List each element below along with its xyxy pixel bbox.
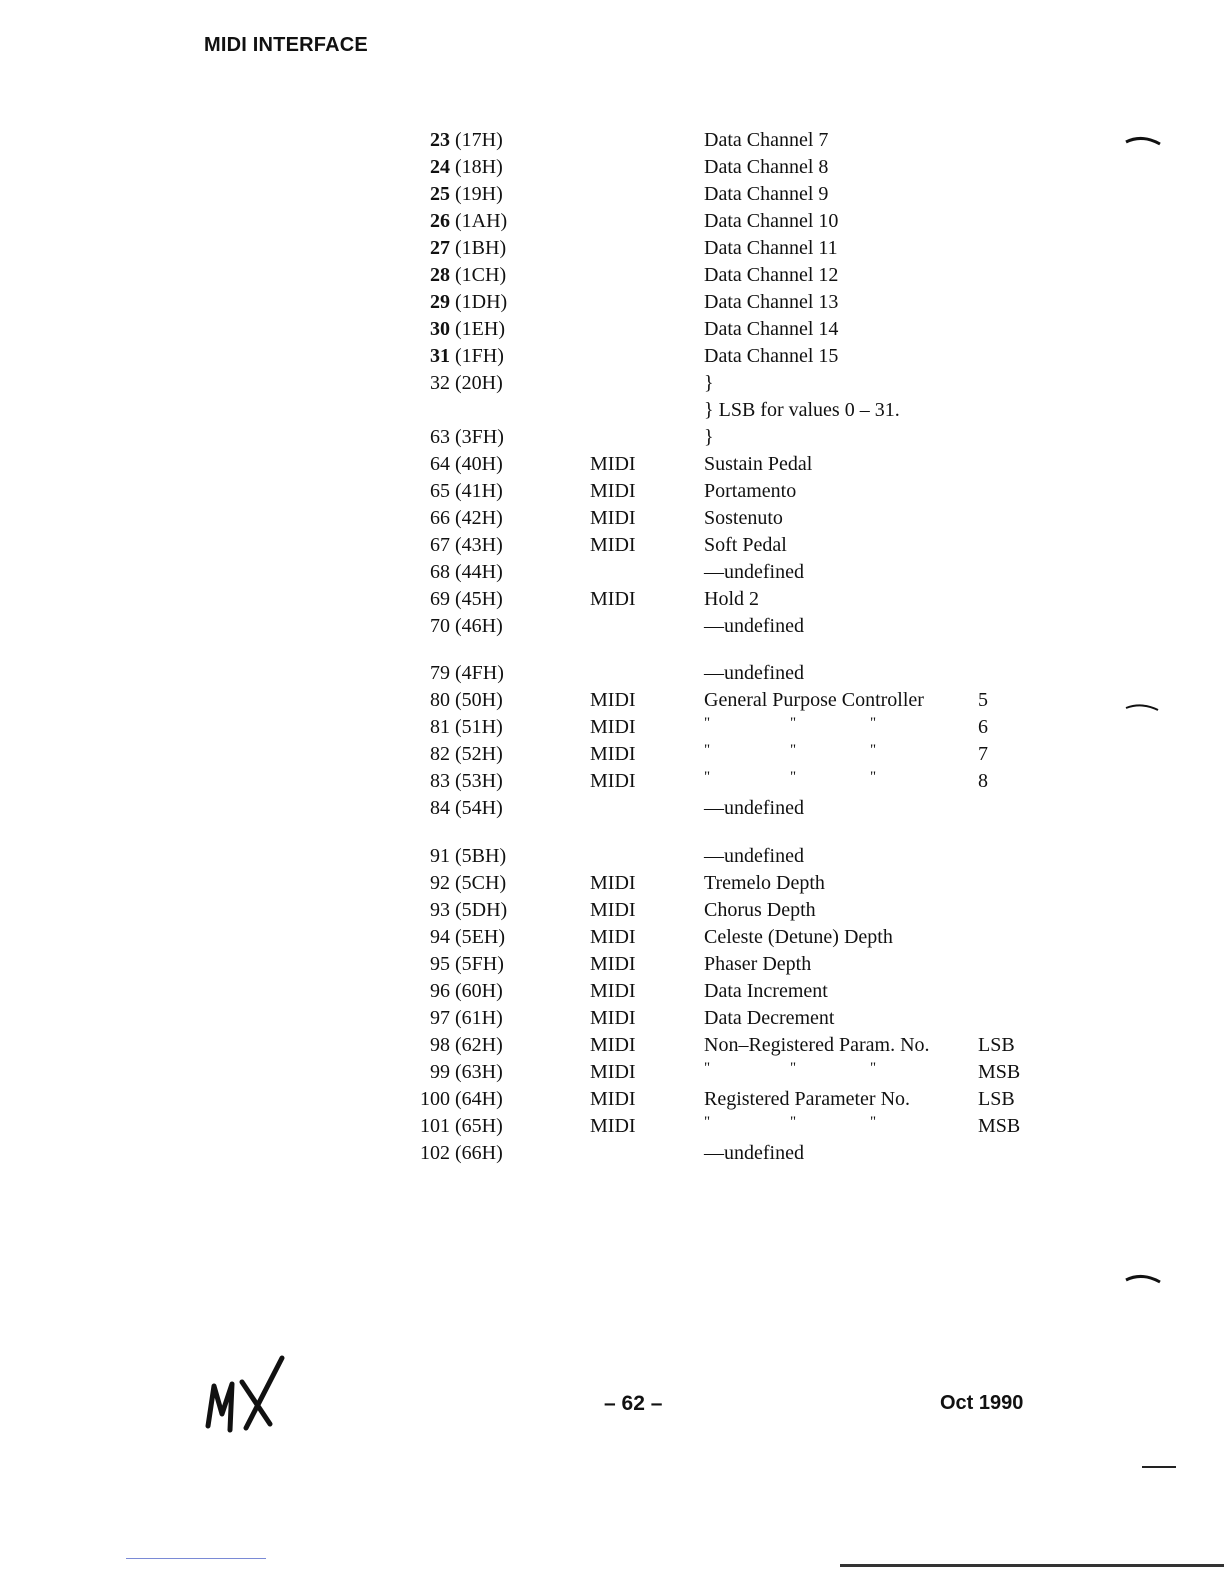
midi-type: MIDI (590, 980, 636, 1002)
controller-extra: LSB (978, 1088, 1015, 1110)
controller-description: Tremelo Depth (704, 872, 825, 894)
ditto-marks: " " " (704, 715, 877, 731)
controller-number: 94 (5EH) (430, 926, 505, 948)
controller-number: 99 (63H) (430, 1061, 503, 1083)
controller-description: } (704, 372, 714, 394)
controller-description: Registered Parameter No. (704, 1088, 911, 1110)
controller-number: 81 (51H) (430, 716, 503, 738)
controller-description: } (704, 426, 714, 448)
ditto-marks: " " " (704, 742, 877, 758)
controller-description: Data Channel 9 (704, 183, 829, 205)
controller-number: 64 (40H) (430, 453, 503, 475)
controller-description: Sustain Pedal (704, 453, 813, 475)
midi-type: MIDI (590, 1061, 636, 1083)
scan-mark (126, 1558, 266, 1559)
midi-type: MIDI (590, 1007, 636, 1029)
controller-number: 31 (1FH) (430, 345, 504, 367)
controller-description: Data Channel 10 (704, 210, 839, 232)
controller-description: Data Decrement (704, 1007, 835, 1029)
controller-number: 30 (1EH) (430, 318, 505, 340)
midi-type: MIDI (590, 480, 636, 502)
mx-logo (198, 1348, 294, 1438)
controller-number: 29 (1DH) (430, 291, 508, 313)
controller-description: Data Increment (704, 980, 828, 1002)
page-number: – 62 – (604, 1392, 663, 1415)
controller-description: Soft Pedal (704, 534, 787, 556)
scan-mark (840, 1564, 1224, 1567)
controller-number: 26 (1AH) (430, 210, 508, 232)
controller-number: 95 (5FH) (430, 953, 504, 975)
controller-description: } LSB for values 0 – 31. (704, 399, 900, 421)
controller-number: 93 (5DH) (430, 899, 508, 921)
midi-type: MIDI (590, 743, 636, 765)
controller-number: 27 (1BH) (430, 237, 507, 259)
controller-number: 92 (5CH) (430, 872, 507, 894)
controller-number: 96 (60H) (430, 980, 503, 1002)
controller-description: —undefined (704, 662, 804, 684)
midi-type: MIDI (590, 588, 636, 610)
controller-description: Hold 2 (704, 588, 759, 610)
controller-description: General Purpose Controller (704, 689, 924, 711)
midi-type: MIDI (590, 716, 636, 738)
controller-number: 66 (42H) (430, 507, 503, 529)
midi-type: MIDI (590, 953, 636, 975)
controller-description: Phaser Depth (704, 953, 812, 975)
controller-number: 70 (46H) (430, 615, 503, 637)
controller-description: Data Channel 7 (704, 129, 829, 151)
controller-description: Data Channel 15 (704, 345, 839, 367)
midi-type: MIDI (590, 453, 636, 475)
controller-description: —undefined (704, 561, 804, 583)
midi-type: MIDI (590, 770, 636, 792)
controller-number: 65 (41H) (430, 480, 503, 502)
controller-number: 25 (19H) (430, 183, 503, 205)
controller-number: 28 (1CH) (430, 264, 507, 286)
midi-type: MIDI (590, 872, 636, 894)
controller-description: Portamento (704, 480, 797, 502)
midi-type: MIDI (590, 1088, 636, 1110)
controller-number: 23 (17H) (430, 129, 503, 151)
controller-description: Non–Registered Param. No. (704, 1034, 930, 1056)
footer-date: Oct 1990 (940, 1392, 1024, 1414)
controller-description: Data Channel 11 (704, 237, 838, 259)
controller-number: 91 (5BH) (430, 845, 507, 867)
controller-number: 32 (20H) (430, 372, 503, 394)
controller-number: 69 (45H) (430, 588, 503, 610)
midi-type: MIDI (590, 926, 636, 948)
controller-number: 83 (53H) (430, 770, 503, 792)
page-header: MIDI INTERFACE (204, 34, 368, 56)
midi-type: MIDI (590, 1034, 636, 1056)
controller-extra: LSB (978, 1034, 1015, 1056)
controller-number: 24 (18H) (430, 156, 503, 178)
controller-number: 63 (3FH) (430, 426, 504, 448)
controller-description: Data Channel 13 (704, 291, 839, 313)
midi-type: MIDI (590, 534, 636, 556)
controller-extra: MSB (978, 1061, 1021, 1083)
controller-description: —undefined (704, 797, 804, 819)
controller-number: 101 (65H) (420, 1115, 503, 1137)
controller-extra: 8 (978, 770, 988, 792)
scan-mark (1124, 132, 1164, 148)
scan-mark (1124, 1270, 1164, 1286)
controller-number: 97 (61H) (430, 1007, 503, 1029)
controller-number: 80 (50H) (430, 689, 503, 711)
controller-number: 68 (44H) (430, 561, 503, 583)
ditto-marks: " " " (704, 1114, 877, 1130)
controller-description: Sostenuto (704, 507, 783, 529)
ditto-marks: " " " (704, 769, 877, 785)
controller-description: —undefined (704, 1142, 804, 1164)
controller-number: 98 (62H) (430, 1034, 503, 1056)
midi-type: MIDI (590, 899, 636, 921)
controller-extra: MSB (978, 1115, 1021, 1137)
controller-number: 67 (43H) (430, 534, 503, 556)
midi-type: MIDI (590, 689, 636, 711)
controller-description: Celeste (Detune) Depth (704, 926, 893, 948)
controller-number: 102 (66H) (420, 1142, 503, 1164)
midi-type: MIDI (590, 1115, 636, 1137)
scan-mark (1142, 1466, 1176, 1468)
controller-number: 79 (4FH) (430, 662, 504, 684)
controller-description: —undefined (704, 845, 804, 867)
controller-description: Data Channel 14 (704, 318, 839, 340)
controller-description: —undefined (704, 615, 804, 637)
controller-extra: 5 (978, 689, 988, 711)
controller-description: Data Channel 8 (704, 156, 829, 178)
midi-type: MIDI (590, 507, 636, 529)
controller-description: Data Channel 12 (704, 264, 839, 286)
controller-extra: 6 (978, 716, 988, 738)
ditto-marks: " " " (704, 1060, 877, 1076)
scan-mark (1124, 700, 1164, 714)
controller-description: Chorus Depth (704, 899, 816, 921)
controller-number: 82 (52H) (430, 743, 503, 765)
controller-extra: 7 (978, 743, 988, 765)
controller-number: 100 (64H) (420, 1088, 503, 1110)
controller-number: 84 (54H) (430, 797, 503, 819)
